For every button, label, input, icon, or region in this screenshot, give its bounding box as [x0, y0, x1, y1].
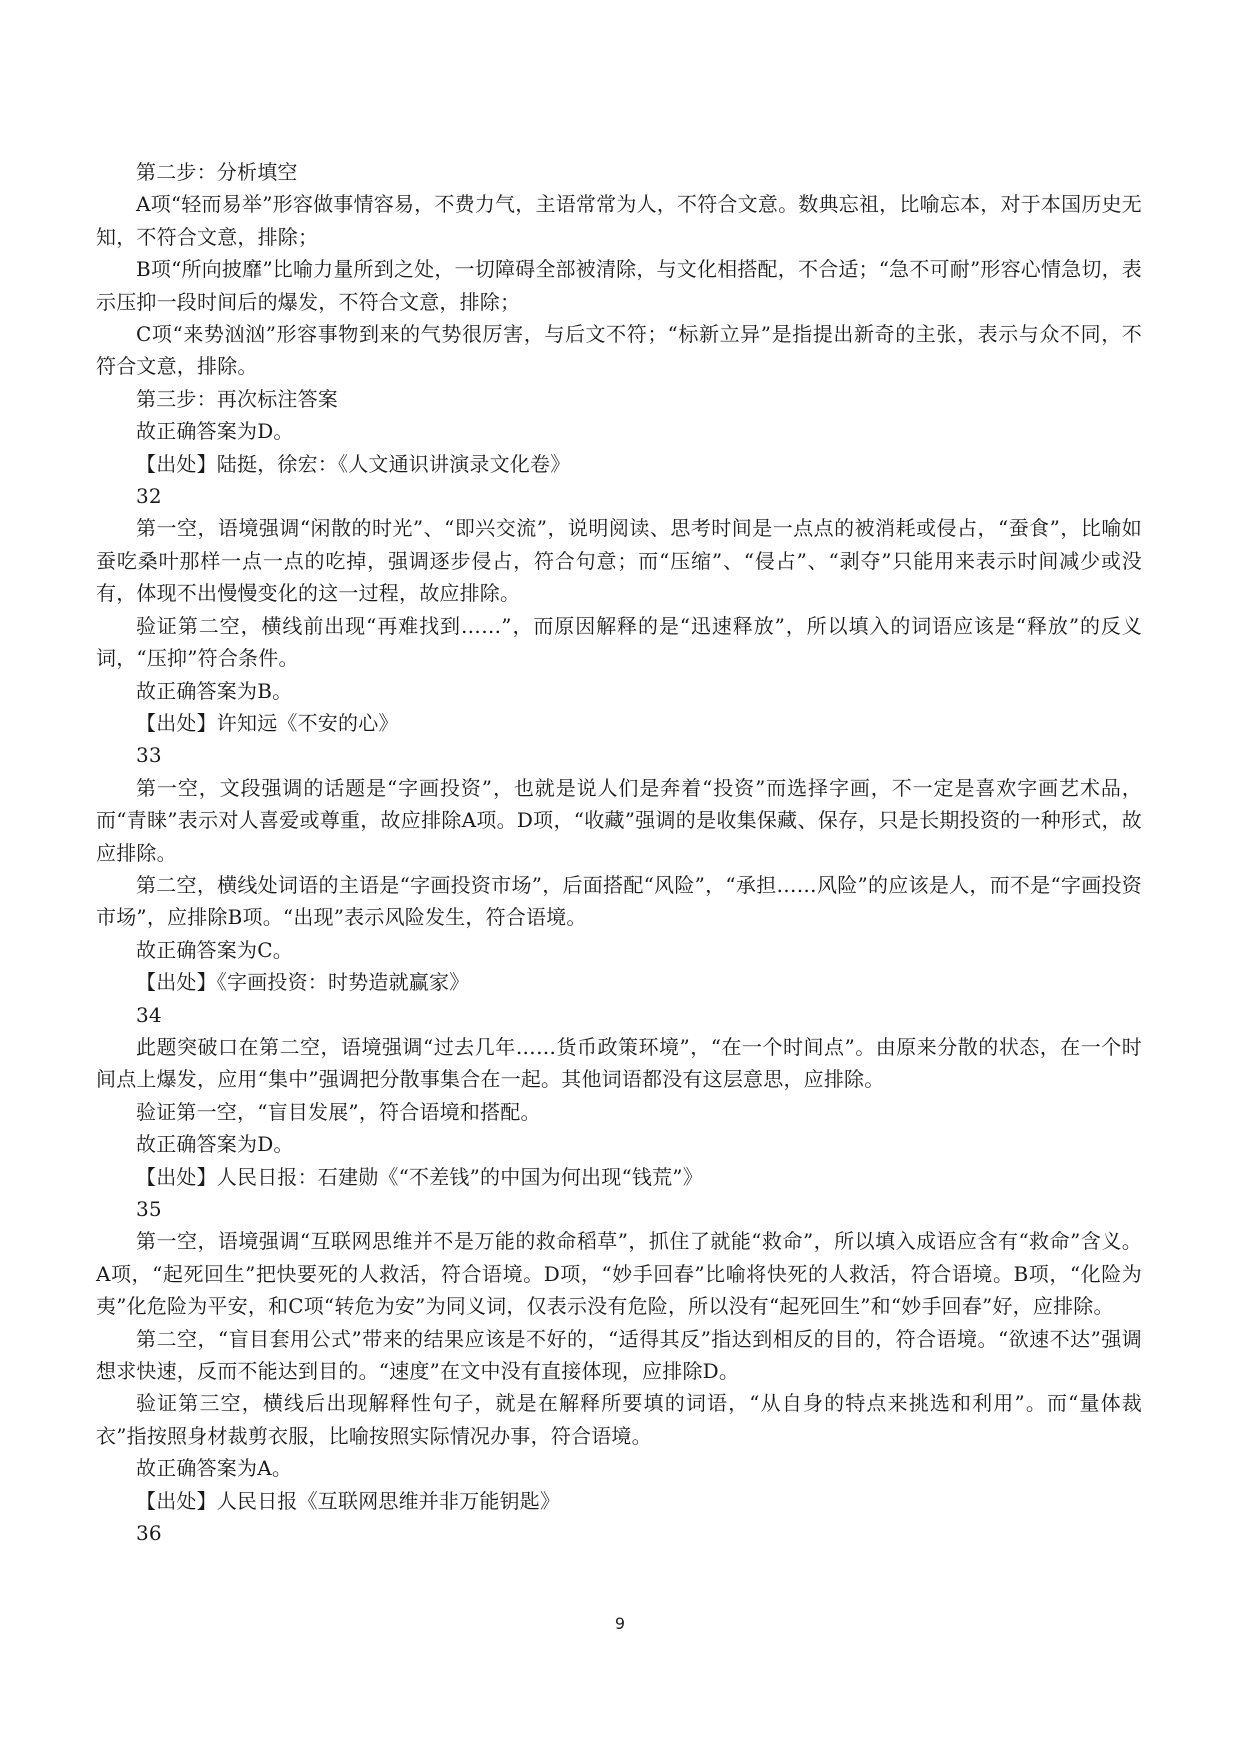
explanation-paragraph: 验证第三空，横线后出现解释性句子，就是在解释所要填的词语，“从自身的特点来挑选和利用”。而“量体裁衣”指按照身材裁剪衣服，比喻按照实际情况办事，符合语境。	[96, 1391, 1142, 1448]
document-body	[96, 156, 1142, 1549]
explanation-paragraph: 第一空，语境强调“互联网思维并不是万能的救命稻草”，抓住了就能“救命”，所以填入成语应含有“救命”含义。A项，“起死回生”把快要死的人救活，符合语境。D项，“妙手回春”比喻将快死的人救活，符合语境。B项，“化险为夷”化危险为平安，和C项“转危为安”为同义词，仅表示没有危险，所以没有“起死回生”和“妙手回春”好，应排除。	[96, 1229, 1142, 1319]
option-analysis-c: C项“来势汹汹”形容事物到来的气势很厉害，与后文不符；“标新立异”是指提出新奇的主张，表示与众不同，不符合文意，排除。	[96, 322, 1142, 379]
explanation-paragraph: 第二空，横线处词语的主语是“字画投资市场”，后面搭配“风险”，“承担……风险”的应该是人，而不是“字画投资市场”，应排除B项。“出现”表示风险发生，符合语境。	[96, 872, 1142, 930]
source-line: 【出处】许知远《不安的心》	[136, 710, 399, 735]
explanation-paragraph: 第二空，“盲目套用公式”带来的结果应该是不好的，“适得其反”指达到相反的目的，符合语境。“欲速不达”强调想求快速，反而不能达到目的。“速度”在文中没有直接体现，应排除D。	[96, 1326, 1142, 1384]
question-number: 32	[136, 484, 162, 509]
source-line: 【出处】《字画投资：时势造就赢家》	[136, 970, 470, 995]
question-number: 33	[136, 743, 162, 768]
source-line: 【出处】人民日报：石建勋《“不差钱”的中国为何出现“钱荒”》	[136, 1164, 703, 1189]
answer-line: 故正确答案为D。	[136, 1132, 294, 1157]
answer-line: 故正确答案为A。	[136, 1456, 293, 1481]
answer-line: 故正确答案为D。	[136, 419, 294, 444]
page-number: 9	[614, 1614, 626, 1633]
option-analysis-b: B项“所向披靡”比喻力量所到之处，一切障碍全部被清除，与文化相搭配，不合适；“急不可耐”形容心情急切，表示压抑一段时间后的爆发，不符合文意，排除；	[96, 257, 1142, 314]
source-line: 【出处】陆挺，徐宏：《人文通识讲演录文化卷》	[136, 451, 571, 476]
explanation-paragraph: 第一空，语境强调“闲散的时光”、“即兴交流”，说明阅读、思考时间是一点点的被消耗或侵占，“蚕食”，比喻如蚕吃桑叶那样一点一点的吃掉，强调逐步侵占，符合句意；而“压缩”、“侵占”、“剥夺”只能用来表示时间减少或没有，体现不出慢慢变化的这一过程，故应排除。	[96, 516, 1142, 606]
answer-line: 故正确答案为B。	[136, 678, 293, 703]
question-number: 34	[136, 1002, 162, 1027]
explanation-paragraph: 验证第二空，横线前出现“再难找到……”，而原因解释的是“迅速释放”，所以填入的词语应该是“释放”的反义词，“压抑”符合条件。	[96, 613, 1142, 671]
question-number: 36	[136, 1521, 162, 1546]
option-analysis-a: A项“轻而易举”形容做事情容易，不费力气，主语常常为人，不符合文意。数典忘祖，比喻忘本，对于本国历史无知，不符合文意，排除；	[96, 192, 1142, 249]
answer-line: 故正确答案为C。	[136, 937, 293, 962]
explanation-paragraph: 验证第一空，“盲目发展”，符合语境和搭配。	[136, 1099, 541, 1124]
question-number: 35	[136, 1197, 162, 1221]
step-heading: 第二步：分析填空	[136, 160, 298, 184]
explanation-paragraph: 第一空，文段强调的话题是“字画投资”，也就是说人们是奔着“投资”而选择字画，不一定是喜欢字画艺术品，而“青睐”表示对人喜爱或尊重，故应排除A项。D项，“收藏”强调的是收集保藏、保存，只是长期投资的一种形式，故应排除。	[96, 775, 1142, 865]
step-heading: 第三步：再次标注答案	[136, 386, 338, 411]
source-line: 【出处】人民日报《互联网思维并非万能钥匙》	[136, 1488, 561, 1513]
explanation-paragraph: 此题突破口在第二空，语境强调“过去几年……货币政策环境”，“在一个时间点”。由原来分散的状态，在一个时间点上爆发，应用“集中”强调把分散事集合在一起。其他词语都没有这层意思，应排除。	[96, 1034, 1142, 1092]
